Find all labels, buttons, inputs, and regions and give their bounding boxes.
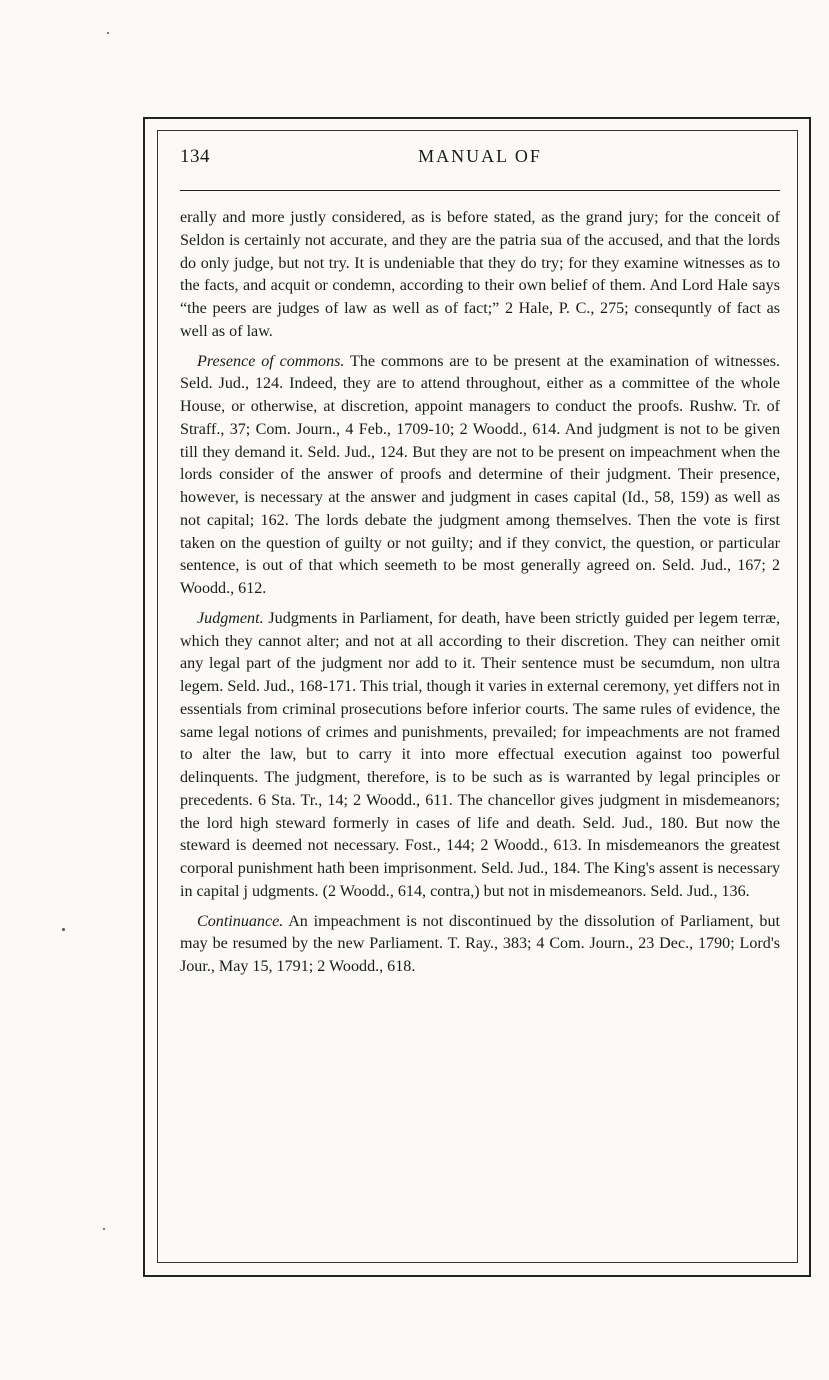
header-rule [180, 190, 780, 191]
paragraph-continuance [180, 911, 780, 979]
running-title: MANUAL OF [418, 146, 542, 166]
paragraph-text: Judgments in Parliament, for death, have been strictly guided per legem terræ, which they cannot alter; and not at all according to their discretion. They can neither omit any legal part of the judgment nor add to it. Their sentence must be secumdum, non ultra legem. Seld. Jud., 168-171. This trial, though it varies in external ceremony, yet differs not in essentials from criminal prosecutions before inferior courts. The same rules of evidence, the same legal notions of crimes and punishments, prevailed; for impeachments are not framed to alter the law, but to carry it into more effectual execution against too powerful delinquents. The judgment, therefore, is to be such as is warranted by legal principles or precedents. 6 Sta. Tr., 14; 2 Woodd., 611. The chancellor gives judgment in misdemeanors; the lord high steward formerly in cases of life and death. Seld. Jud., 180. But now the steward is deemed not necessary. Fost., 144; 2 Woodd., 613. In misdemeanors the greatest corporal punishment hath been imprisonment. Seld. Jud., 184. The King's assent is necessary in capital j udgments. (2 Woodd., 614, contra,) but not in misdemeanors. Seld. Jud., 136. [180, 609, 780, 900]
ink-speck [103, 1228, 105, 1230]
ink-speck [62, 928, 65, 931]
page-header [180, 146, 780, 176]
page-number: 134 [180, 146, 210, 167]
paragraph-continued [180, 207, 780, 344]
sidehead: Judgment. [197, 609, 264, 627]
sidehead: Presence of commons. [197, 352, 345, 370]
paragraph-text: erally and more justly considered, as is before stated, as the grand jury; for the conceit of Seldon is certainly not accurate, and they are the patria sua of the accused, and that the lords do only judge, but not try. It is undeniable that they do try; for they examine witnesses as to the facts, and acquit or condemn, according to their own belief of them. And Lord Hale says “the peers are judges of law as well as of fact;” 2 Hale, P. C., 275; consequntly of fact as well as of law. [180, 209, 780, 340]
paragraph-text: The commons are to be present at the examination of witnesses. Seld. Jud., 124. Indeed, they are to attend throughout, either as a committee of the whole House, or otherwise, at discretion, appoint managers to conduct the proofs. Rushw. Tr. of Straff., 37; Com. Journ., 4 Feb., 1709-10; 2 Woodd., 614. And judgment is not to be given till they demand it. Seld. Jud., 124. But they are not to be present on impeachment when the lords consider of the answer of proofs and determine of their judgment. Their presence, however, is necessary at the answer and judgment in cases capital (Id., 58, 159) as well as not capital; 162. The lords debate the judgment among themselves. Then the vote is first taken on the question of guilty or not guilty; and if they convict, the question, or particular sentence, is out of that which seemeth to be most generally agreed on. Seld. Jud., 167; 2 Woodd., 612. [180, 352, 781, 597]
ink-speck [107, 32, 109, 34]
body-text [180, 207, 780, 986]
paragraph-presence-of-commons [180, 351, 780, 601]
paragraph-text: An impeachment is not discontinued by the dissolution of Parliament, but may be resumed by the new Parliament. T. Ray., 383; 4 Com. Journ., 23 Dec., 1790; Lord's Jour., May 15, 1791; 2 Woodd., 618. [180, 912, 780, 975]
paragraph-judgment [180, 608, 780, 904]
sidehead: Continuance. [197, 912, 284, 930]
